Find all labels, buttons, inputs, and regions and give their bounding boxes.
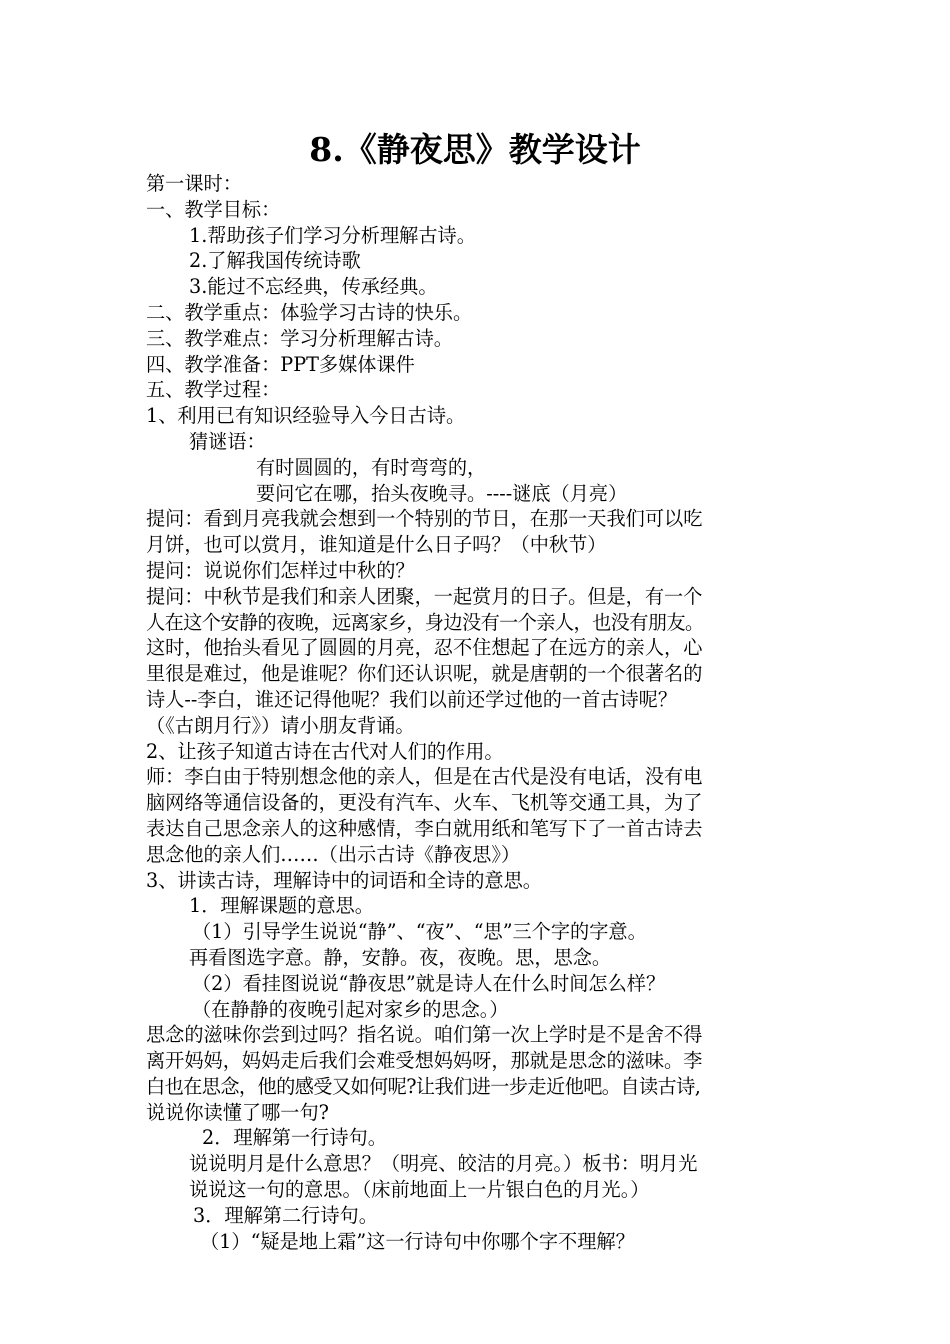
paragraph-line: （在静静的夜晚引起对家乡的思念。） bbox=[192, 997, 509, 1021]
paragraph-line: 脑网络等通信设备的，更没有汽车、火车、飞机等交通工具，为了 bbox=[146, 791, 703, 815]
paragraph-line: 月饼，也可以赏月，谁知道是什么日子吗？（中秋节） bbox=[146, 533, 607, 557]
paragraph-line: 提问：中秋节是我们和亲人团聚，一起赏月的日子。但是，有一个 bbox=[146, 584, 703, 608]
riddle-line: 有时圆圆的，有时弯弯的， bbox=[256, 455, 487, 479]
document-title: 8.《静夜思》教学设计 bbox=[309, 130, 641, 169]
paragraph-line: 提问：说说你们怎样过中秋的？ bbox=[146, 558, 415, 582]
paragraph-line: 离开妈妈，妈妈走后我们会难受想妈妈呀，那就是思念的滋味。李 bbox=[146, 1049, 703, 1073]
paragraph-line: 人在这个安静的夜晚，远离家乡，身边没有一个亲人，也没有朋友。 bbox=[146, 610, 704, 634]
section-heading: 五、教学过程： bbox=[146, 378, 281, 402]
paragraph-line: 思念的滋味你尝到过吗？指名说。咱们第一次上学时是不是舍不得 bbox=[146, 1023, 703, 1047]
text-line: 第一课时： bbox=[146, 172, 242, 195]
paragraph-line: 师：李白由于特别想念他的亲人，但是在古代是没有电话，没有电 bbox=[146, 765, 703, 789]
paragraph-line: （《古朗月行》）请小朋友背诵。 bbox=[146, 713, 415, 737]
section-heading: 一、教学目标： bbox=[146, 197, 281, 221]
step-heading: 3、讲读古诗，理解诗中的词语和全诗的意思。 bbox=[146, 868, 542, 892]
paragraph-line: 表达自己思念亲人的这种感情，李白就用纸和笔写下了一首古诗去 bbox=[146, 816, 703, 840]
paragraph-line: 说说你读懂了哪一句? bbox=[146, 1100, 329, 1124]
paragraph-line: 思念他的亲人们……（出示古诗《静夜思》） bbox=[146, 842, 521, 866]
list-item: 3.能过不忘经典，传承经典。 bbox=[189, 275, 438, 299]
section-heading: 二、教学重点：体验学习古诗的快乐。 bbox=[146, 300, 473, 324]
step-heading: 1、利用已有知识经验导入今日古诗。 bbox=[146, 404, 466, 428]
sub-heading: 1．理解课题的意思。 bbox=[189, 894, 374, 918]
list-item: 2.了解我国传统诗歌 bbox=[189, 249, 361, 273]
paragraph-line: （1）“疑是地上霜”这一行诗句中你哪个字不理解？ bbox=[200, 1229, 635, 1253]
paragraph-line: 里很是难过，他是谁呢？你们还认识呢，就是唐朝的一个很著名的 bbox=[146, 662, 703, 686]
section-heading: 四、教学准备：PPT多媒体课件 bbox=[146, 352, 415, 376]
list-item: 1.帮助孩子们学习分析理解古诗。 bbox=[189, 223, 476, 247]
paragraph-line: 白也在思念，他的感受又如何呢?让我们进一步走近他吧。自读古诗, bbox=[146, 1074, 701, 1098]
sub-heading: 3．理解第二行诗句。 bbox=[193, 1203, 378, 1227]
section-heading: 三、教学难点：学习分析理解古诗。 bbox=[146, 326, 453, 350]
paragraph-line: 再看图选字意。静，安静。夜，夜晚。思，思念。 bbox=[189, 945, 612, 969]
paragraph-line: 提问：看到月亮我就会想到一个特别的节日，在那一天我们可以吃 bbox=[146, 507, 703, 531]
paragraph-line: 说说这一句的意思。（床前地面上一片银白色的月光。） bbox=[189, 1178, 650, 1202]
paragraph-line: （1）引导学生说说“静”、“夜”、“思”三个字的字意。 bbox=[192, 920, 647, 944]
paragraph-line: 这时，他抬头看见了圆圆的月亮，忍不住想起了在远方的亲人，心 bbox=[146, 636, 703, 660]
paragraph-line: （2）看挂图说说“静夜思”就是诗人在什么时间怎么样？ bbox=[192, 971, 666, 995]
step-heading: 2、让孩子知道古诗在古代对人们的作用。 bbox=[146, 739, 504, 763]
paragraph-line: 诗人--李白，谁还记得他呢？我们以前还学过他的一首古诗呢？ bbox=[146, 687, 678, 711]
text-line: 猜谜语： bbox=[189, 429, 266, 453]
riddle-line: 要问它在哪，抬头夜晚寻。----谜底（月亮） bbox=[256, 481, 628, 505]
sub-heading: 2．理解第一行诗句。 bbox=[202, 1126, 387, 1150]
document-body bbox=[146, 171, 836, 1254]
paragraph-line: 说说明月是什么意思？（明亮、皎洁的月亮。）板书：明月光 bbox=[189, 1152, 698, 1176]
